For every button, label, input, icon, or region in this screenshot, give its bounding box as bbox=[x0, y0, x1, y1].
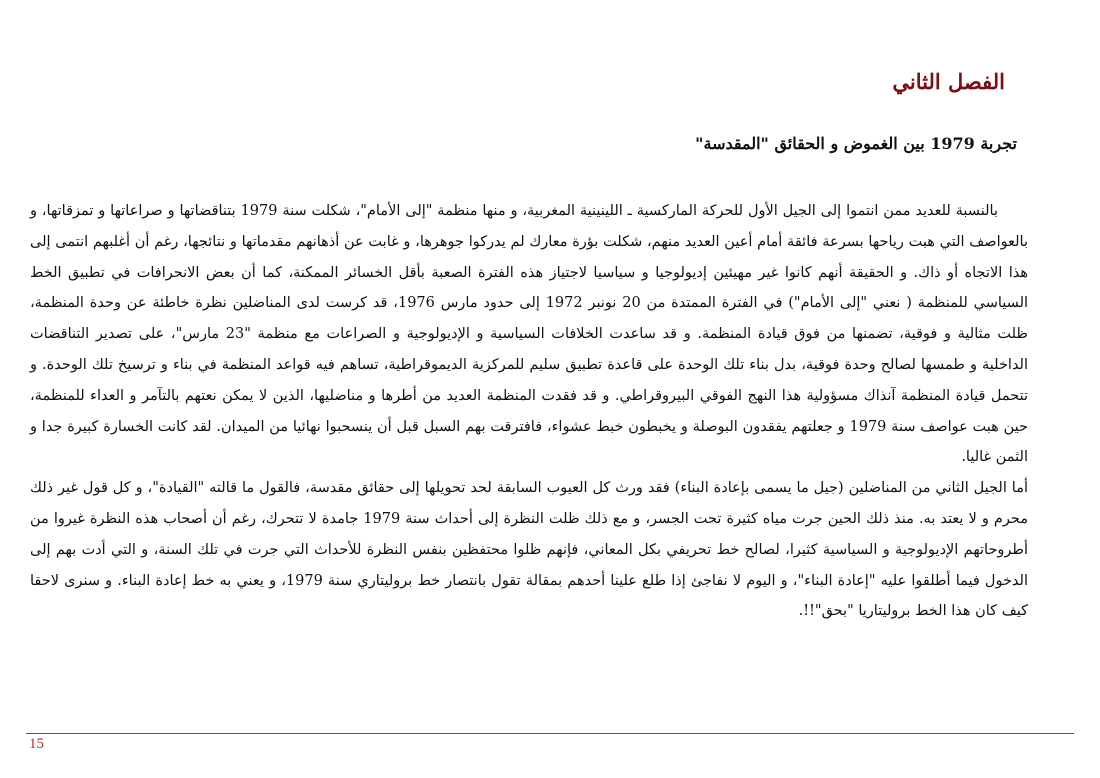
section-title: تجربة 1979 بين الغموض و الحقائق "المقدسة" bbox=[695, 134, 1017, 153]
paragraph-2: أما الجيل الثاني من المناضلين (جيل ما يسمى بإعادة البناء) فقد ورث كل العيوب السابقة لحد تحويلها إلى حقائق مقدسة، فالقول ما قالته "القيادة"، و كل قول غير ذلك محرم و لا يعتد به. منذ ذلك الحين جرت مياه كثيرة تحت الجسر، و مع ذلك ظلت النظرة إلى أحداث سنة 1979 جامدة لا تتحرك، رغم أن أصحاب هذه النظرة غيروا من أطروحاتهم الإديولوجية و السياسية كثيرا، لصالح خط تحريفي بكل المعاني، فإنهم ظلوا محتفظين بنفس النظرة للأحداث التي جرت في تلك السنة، و التي أدت بهم إلى الدخول فيما أطلقوا عليه "إعادة البناء"، و اليوم لا نفاجئ إذا طلع علينا أحدهم بمقالة تقول بانتصار خط بروليتاري سنة 1979، و يعني به خط إعادة البناء. و سنرى لاحقا كيف كان هذا الخط بروليتاريا "بحق"!!. bbox=[30, 480, 1028, 620]
footer-rule bbox=[26, 733, 1074, 734]
chapter-title: الفصل الثاني bbox=[892, 69, 1005, 94]
body-text bbox=[30, 196, 1028, 627]
page-number: 15 bbox=[29, 736, 44, 752]
paragraph-1: بالنسبة للعديد ممن انتموا إلى الجيل الأول للحركة الماركسية ـ اللينينية المغربية، و منها منظمة "إلى الأمام"، شكلت سنة 1979 بتناقضاتها و صراعاتها و تمزقاتها، و بالعواصف التي هبت رياحها بسرعة فائقة أمام أعين العديد منهم، شكلت بؤرة معارك لم يدركوا جوهرها، و غابت عن أذهانهم مقدماتها و نتائجها، رغم أن أغلبهم انتمى إلى هذا الاتجاه أو ذاك. و الحقيقة أنهم كانوا غير مهيئين إديولوجيا و سياسيا لاجتياز هذه الفترة الصعبة بأقل الخسائر الممكنة، كما أن بعض الانحرافات في تطبيق الخط السياسي للمنظمة ( نعني "إلى الأمام") في الفترة الممتدة من 20 نونبر 1972 إلى حدود مارس 1976، قد كرست لدى المناضلين نظرة خاطئة عن وحدة المنظمة، ظلت مثالية و فوقية، تضمنها من فوق قيادة المنظمة. و قد ساعدت الخلافات السياسية و الإديولوجية و الصراعات مع منظمة "23 مارس"، على تصدير التناقضات الداخلية و طمسها لصالح وحدة فوقية، بدل بناء تلك الوحدة على قاعدة تطبيق سليم للمركزية الديموقراطية، تساهم فيه قواعد المنظمة في بناء و ترسيخ تلك الوحدة. و تتحمل قيادة المنظمة آنذاك مسؤولية هذا النهج الفوقي البيروقراطي. و قد فقدت المنظمة العديد من أطرها و مناضليها، الذين لا يمكن نعتهم بالتآمر و العداء للمنظمة، حين هبت عواصف سنة 1979 و جعلتهم يفقدون البوصلة و يخبطون خبط عشواء، فافترقت بهم السبل قبل أن ينسحبوا نهائيا من الميدان. لقد كانت الخسارة كبيرة جدا و الثمن غاليا. bbox=[30, 203, 1029, 466]
